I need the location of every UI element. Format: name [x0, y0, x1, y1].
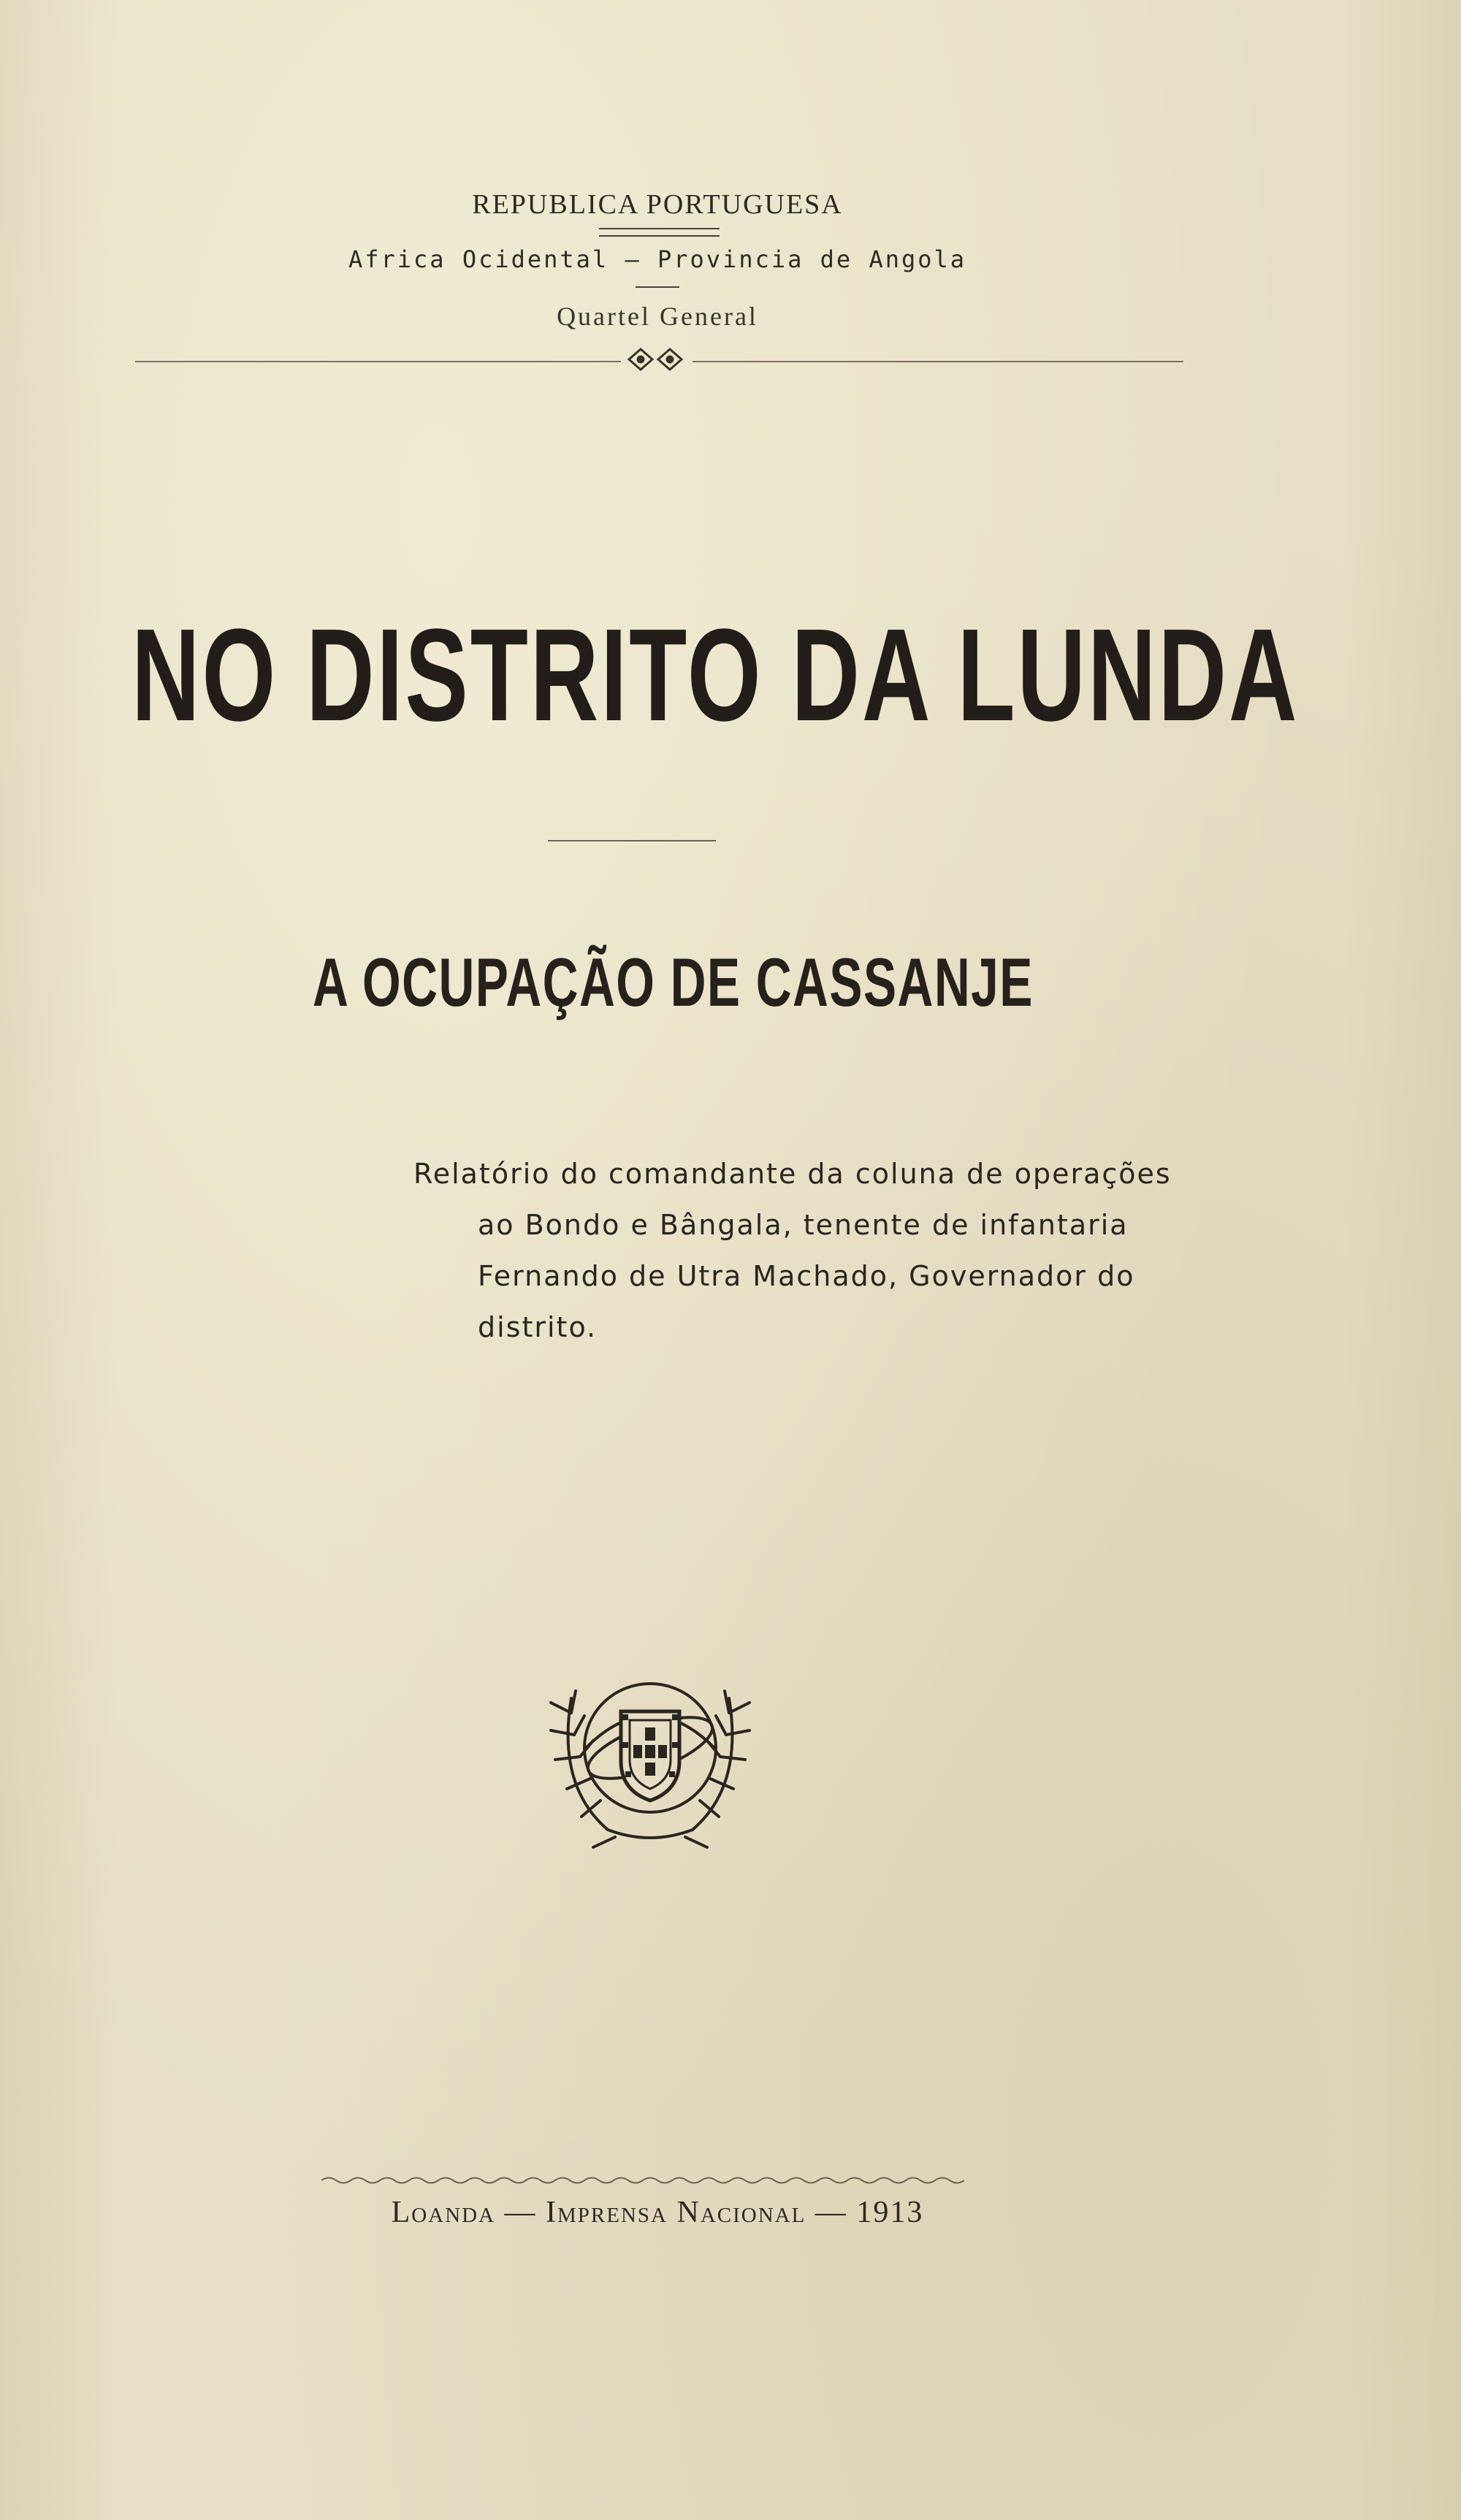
report-line: ao Bondo e Bângala, tenente de infantaria: [478, 1209, 1129, 1241]
short-rule-divider: [636, 286, 679, 288]
header-rule-right: [693, 361, 1183, 362]
report-line: distrito.: [478, 1311, 598, 1343]
report-line: Fernando de Utra Machado, Governador do: [478, 1260, 1135, 1292]
imprint-line: Loanda — Imprensa Nacional — 1913: [391, 2196, 924, 2229]
header-rule-left: [135, 361, 621, 362]
ornament-icon: [623, 343, 689, 375]
report-paragraph: [413, 1148, 1180, 1353]
title-rule-divider: [548, 840, 716, 841]
wavy-rule-divider: [321, 2175, 964, 2185]
quartel-line: Quartel General: [557, 302, 758, 331]
subtitle: A OCUPAÇÃO DE CASSANJE: [313, 944, 1034, 1020]
report-line: Relatório do comandante da coluna de operações: [413, 1158, 1172, 1190]
double-rule-divider: [599, 228, 720, 237]
portuguese-coat-of-arms-icon: [527, 1654, 773, 1852]
main-title: NO DISTRITO DA LUNDA: [131, 602, 1300, 749]
province-line: Africa Ocidental — Provincia de Angola: [348, 245, 967, 273]
republic-heading: REPUBLICA PORTUGUESA: [472, 189, 843, 220]
